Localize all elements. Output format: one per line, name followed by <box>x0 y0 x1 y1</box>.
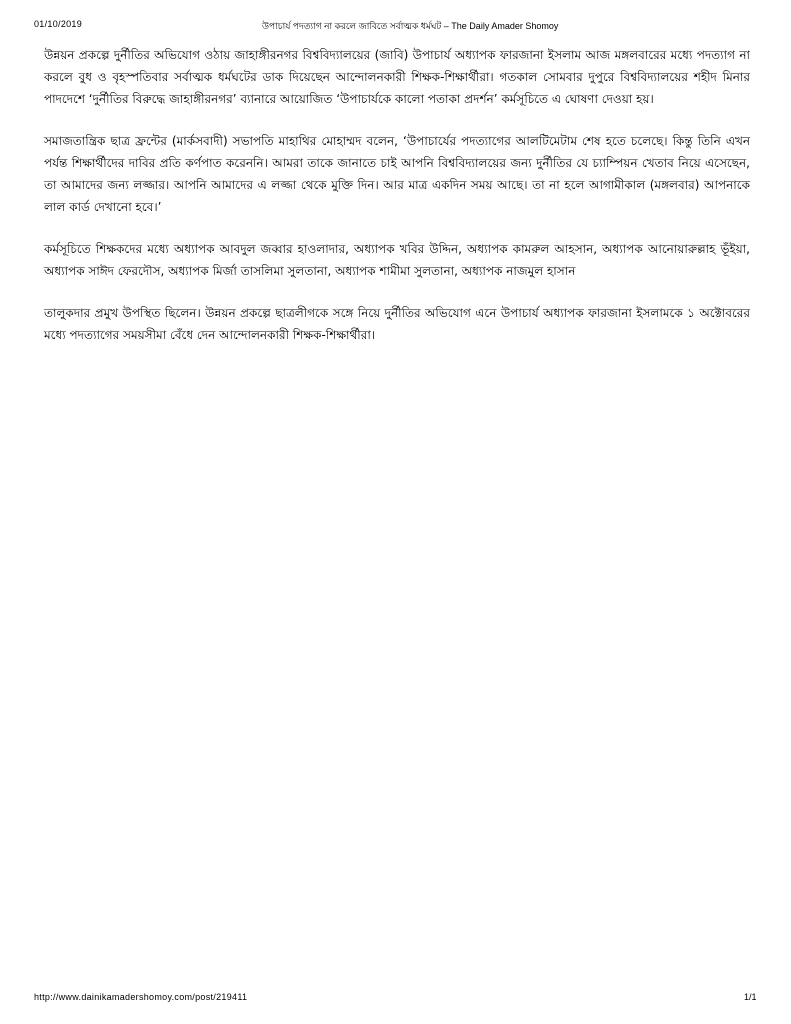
article-body <box>44 44 750 366</box>
page-title: উপাচার্য পদত্যাগ না করলে জাবিতে সর্বাত্মক ধর্মঘট – The Daily Amader Shomoy <box>262 21 559 31</box>
article-paragraph-2: সমাজতান্ত্রিক ছাত্র ফ্রন্টের (মার্কসবাদী) সভাপতি মাহাথির মোহাম্মদ বলেন, ‘উপাচার্যের পদত্যাগের আলটিমেটাম শেষ হতে চলেছে। কিন্তু তিনি এখন পর্যন্ত শিক্ষার্থীদের দাবির প্রতি কর্ণপাত করেননি। আমরা তাকে জানাতে চাই আপনি বিশ্ববিদ্যালয়ের জন্য দুর্নীতির যে চ্যাম্পিয়ন খেতাব নিয়ে এসেছেন, তা আমাদের জন্য লজ্জার। আপনি আমাদের এ লজ্জা থেকে মুক্তি দিন। আর মাত্র একদিন সময় আছে। তা না হলে আগামীকাল (মঙ্গলবার) আপনাকে লাল কার্ড দেখানো হবে।’ <box>44 134 750 214</box>
article-paragraph-3: কর্মসূচিতে শিক্ষকদের মধ্যে অধ্যাপক আবদুল জব্বার হাওলাদার, অধ্যাপক খবির উদ্দিন, অধ্যাপক কামরুল আহসান, অধ্যাপক আনোয়ারুল্লাহ ভূঁইয়া, অধ্যাপক সাঈদ ফেরদৌস, অধ্যাপক মির্জা তাসলিমা সুলতানা, অধ্যাপক শামীমা সুলতানা, অধ্যাপক নাজমুল হাসান <box>44 242 750 278</box>
page-number: 1/1 <box>744 992 757 1002</box>
print-date: 01/10/2019 <box>34 19 83 29</box>
article-paragraph-4: তালুকদার প্রমুখ উপস্থিত ছিলেন। উন্নয়ন প্রকল্পে ছাত্রলীগকে সঙ্গে নিয়ে দুর্নীতির অভিযোগ এনে উপাচার্য অধ্যাপক ফারজানা ইসলামকে ১ অক্টোবরের মধ্যে পদত্যাগের সময়সীমা বেঁধে দেন আন্দোলনকারী শিক্ষক-শিক্ষার্থীরা। <box>44 306 750 342</box>
source-url: http://www.dainikamadershomoy.com/post/219411 <box>34 992 248 1002</box>
article-paragraph-1: উন্নয়ন প্রকল্পে দুর্নীতির অভিযোগ ওঠায় জাহাঙ্গীরনগর বিশ্ববিদ্যালয়ের (জাবি) উপাচার্য অধ্যাপক ফারজানা ইসলাম আজ মঙ্গলবারের মধ্যে পদত্যাগ না করলে বুধ ও বৃহস্পতিবার সর্বাত্মক ধর্মঘটের ডাক দিয়েছেন আন্দোলনকারী শিক্ষক-শিক্ষার্থীরা। গতকাল সোমবার দুপুরে বিশ্ববিদ্যালয়ের শহীদ মিনার পাদদেশে ‘দুর্নীতির বিরুদ্ধে জাহাঙ্গীরনগর’ ব্যানারে আয়োজিত ‘উপাচার্যকে কালো পতাকা প্রদর্শন’ কর্মসূচিতে এ ঘোষণা দেওয়া হয়। <box>44 48 750 106</box>
